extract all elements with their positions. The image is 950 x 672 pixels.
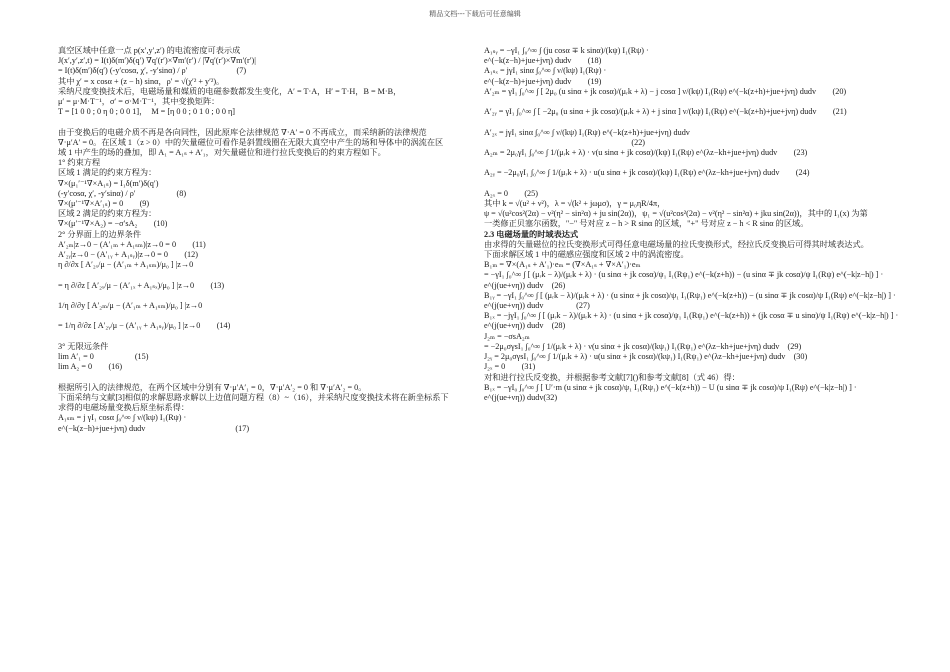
left-column: [58, 46, 466, 434]
right-text-line: B₁ₘ = ∇×(A₁ₛ + A′₁)·eₘ = (∇×A₁ₛ + ∇×A′₁)·eₘ: [484, 260, 641, 270]
right-text-line: e^(−k(z−h)+jue+jνη) dudv (19): [484, 76, 602, 86]
left-text-line: A′₂ᵧ|z→0 − (A′₁ᵧ + A₁ₛᵧ)|z→0 = 0 (12): [58, 250, 198, 260]
right-text-line: = −γI₁ ∫₀^∞ ∫ [ (μᵣk − λ)/(μᵣk + λ) · (u sinα + jk cosα)/ψ₁ I₁(Rψ₁) e^(−k(z+h)) − (u sinα ∓ jk cosα)/ψ I₁(Rψ) e^(−k|z−h|) ] ·: [484, 270, 884, 280]
right-text-line: A′₂ₘ = γI₁ ∫₀^∞ ∫ [ 2μ₀ (u sinα + jk cosα)/(μᵣk + λ) − j cosα ] ν/(kψ) I₁(Rψ) e^(−k(z+h)+jue+jνη) dudv (20): [484, 86, 847, 96]
right-text-line: = −2μ₀σγsI₁ ∫₀^∞ ∫ 1/(μᵣk + λ) · ν(u sinα + jk cosα)/(kψ₁) I₁(Rψ₁) e^(λz−kh+jue+jνη) dudv (29): [484, 341, 802, 351]
right-text-line: A₁ₛₓ = jγI₁ sinα ∫₀^∞ ∫ ν/(kψ) I₁(Rψ) ·: [484, 66, 607, 76]
left-text-line: = η ∂/∂z [ A′₂ₓ/μ − (A′₁ₓ + A₁ₛₓ)/μ₀ ] |z→0 (13): [58, 280, 225, 290]
left-text-line: (-y′cosα, χ′, -y′sinα) / ρ′ (8): [58, 188, 187, 198]
right-text-line: 其中 k = √(u² + ν²)，λ = √(k² + jωμσ)，γ = μ₀ηR/4π，: [484, 199, 666, 209]
left-text-line: 根据所引入的法律规范，在两个区域中分别有 ∇·μ′A′₁ = 0，∇·μ′A′₂ = 0 和 ∇·μ′A′₂ = 0。: [58, 382, 367, 392]
left-text-line: 由于变换后的电磁介质不再是各向同性，因此原库仑法律规范 ∇·A′ = 0 不再成立，而采纳新的法律规范: [58, 127, 427, 137]
right-text-line: A₁ₛᵧ = −γI₁ ∫₀^∞ ∫ (ju cosα ∓ k sinα)/(kψ) I₁(Rψ) ·: [484, 46, 649, 55]
left-text-line: μ′ = μ·M·T⁻¹，σ′ = σ·M·T⁻¹，其中变换矩阵：: [58, 97, 220, 107]
right-text-line: 对和进行拉氏反变换，并根据参考文献[7]()和参考文献[8]（式 46）得：: [484, 372, 740, 382]
left-text-line: 区域 1 满足的约束方程为：: [58, 168, 157, 178]
left-text-line: 2° 分界面上的边界条件: [58, 229, 142, 239]
right-text-line: ψ = √(u²cos²(2α) − ν²(η² − sin²α) + ju sin(2α))，ψ₁ = √(u²cos²(2α) − ν²(η² − sin²α) + jku sin(2α))，其中的 I₁(x) 为第: [484, 209, 868, 219]
left-text-line: [58, 270, 466, 280]
left-text-line: [58, 311, 466, 321]
right-text-line: 一类修正贝塞尔函数，"−" 号对应 z − h > R sinα 的区域，"+" 号对应 z − h < R sinα 的区域。: [484, 219, 809, 229]
left-text-line: e^(−k(z−h)+jue+jνη) dudv (17): [58, 423, 250, 433]
left-text-line: ∇×(μ′⁻¹∇×A′₁ₛ) = 0 (9): [58, 199, 150, 209]
right-text-line: B₁ᵧ = −γI₁ ∫₀^∞ ∫ [ (μᵣk − λ)/(μᵣk + λ) · (u sinα + jk cosα)/ψ₁ I₁(Rψ₁) e^(−k(z+h)) − (u sinα ∓ jk cosα)/ψ I₁(Rψ) e^(−k|z−h|) ] ·: [484, 290, 896, 300]
page-header: 精品文档---下载后可任意编辑: [429, 10, 521, 18]
left-text-line: 区域 2 满足的约束方程为：: [58, 209, 157, 219]
right-text-line: A₂ᵧ = −2μ₀γI₁ ∫₀^∞ ∫ 1/(μᵣk + λ) · u(u sinα + jk cosα)/(kψ) I₁(Rψ) e^(λz−kh+jue+jνη) dudv (24): [484, 168, 810, 178]
left-text-line: 下面采纳与文献[3]相似的求解思路求解以上边值问题方程（8）~（16），并采纳尺度变换技术将在新坐标系下: [58, 392, 449, 402]
left-text-line: A₁ₛₘ = j γI₁ cosα ∫₀^∞ ∫ ν/(kψ) I₁(Rψ) ·: [58, 413, 187, 423]
left-text-line: = I(t)δ(m′)δ(q′) (-y′cosα, χ′, -y′sinα) / ρ′ (7): [58, 66, 247, 76]
right-column: [484, 46, 904, 403]
right-text-line: (22): [484, 137, 646, 147]
right-text-line: J₂ₓ = 0 (31): [484, 362, 536, 372]
right-text-line: A₂ₘ = 2μ₀γI₁ ∫₀^∞ ∫ 1/(μᵣk + λ) · ν(u sinα + jk cosα)/(kψ) I₁(Rψ) e^(λz−kh+jue+jνη) dudv (23): [484, 148, 808, 158]
left-text-line: ∇·μ′A′ = 0。在区域 1（z > 0）中的矢量磁位可看作是斜置线圈在无限大真空中产生的场和导体中的涡流在区: [58, 137, 444, 147]
left-text-line: lim A′₁ = 0 (15): [58, 352, 149, 362]
right-text-line: 下面求解区域 1 中的磁感应强度和区域 2 中的涡流密度。: [484, 250, 689, 260]
left-text-line: 1° 约束方程: [58, 158, 101, 168]
right-text-line: A′₂ᵧ = γI₁ ∫₀^∞ ∫ [ −2μ₀ (u sinα + jk cosα)/(μᵣk + λ) + j sinα ] ν/(kψ) I₁(Rψ) e^(−k(z+h)+jue+jνη) dudv (21): [484, 107, 847, 117]
left-text-line: J(x′,y′,z′,t) = I(t)δ(m′)δ(q′) ∇q′(r′)×∇m′(r′) / |∇q′(r′)×∇m′(r′)|: [58, 56, 256, 66]
right-text-line: A₂ₓ = 0 (25): [484, 188, 538, 198]
right-text-line: e^(−k(z−h)+jue+jνη) dudv (18): [484, 56, 602, 66]
right-text-line: B₁ₓ = −γI₀ ∫₀^∞ ∫ [ U′·m (u sinα + jk cosα)/ψ₁ I₁(Rψ₁) e^(−k(z+h)) − U (u sinα ∓ jk cosα)/ψ I₁(Rψ) e^(−k|z−h|) ] ·: [484, 382, 857, 392]
left-text-line: [58, 291, 466, 301]
left-text-line: A′₂ₘ|z→0 − (A′₁ₘ + A₁ₛₘ)|z→0 = 0 (11): [58, 239, 206, 249]
right-text-line: 由求得的矢量磁位的拉氏变换形式可得任意电磁场量的拉氏变换形式，经拉氏反变换后可得其时域表达式。: [484, 239, 869, 249]
right-text-line: B₁ₓ = −jγI₁ ∫₀^∞ ∫ [ (μᵣk − λ)/(μᵣk + λ) · (u sinα + jk cosα)/ψ₁ I₁(Rψ₁) e^(−k(z+h)) + (jk cosα ∓ u sinα)/ψ I₁(Rψ) e^(−k|z−h|) ] ·: [484, 311, 899, 321]
right-text-line: e^(j(ue+νη)) dudv (28): [484, 321, 566, 331]
right-text-line: A′₂ₓ = jγI₁ sinα ∫₀^∞ ∫ ν/(kψ) I₁(Rψ) e^(−k(z+h)+jue+jνη) dudv: [484, 127, 690, 137]
left-text-line: 其中 χ′ = x cosα + (z − h) sinα，ρ′ = √(χ′² + y′²)。: [58, 76, 225, 86]
left-text-line: η ∂/∂x [ A′₂ₓ/μ − (A′₁ₘ + A₁ₛₘ)/μ₀ ] |z→0: [58, 260, 194, 270]
left-text-line: ∇×(μ′⁻¹∇×A₂) = −σ′sA₂ (10): [58, 219, 168, 229]
right-text-line: e^(j(ue+νη)) dudv (26): [484, 280, 566, 290]
left-text-line: 采纳尺度变换技术后，电磁场量和媒质的电磁参数都发生变化，A′ = T·A，H′ = T·H，B = M·B，: [58, 86, 402, 96]
right-text-line: [484, 117, 904, 127]
left-text-line: ∇×(μ₁′⁻¹∇×A₁ₛ) = I₁δ(m′)δ(q′): [58, 178, 159, 188]
left-text-line: 3° 无限远条件: [58, 341, 109, 351]
right-text-line: e^(j(ue+νη)) dudv (27): [484, 301, 590, 311]
left-text-line: [58, 373, 466, 383]
left-text-line: [58, 332, 466, 342]
left-text-line: 真空区域中任意一点 p(x′,y′,z′) 的电流密度可表示成: [58, 46, 241, 55]
left-text-line: 求得的电磁场量变换后原坐标系得：: [58, 403, 190, 413]
left-text-line: 域 1 中产生的场的叠加，即 A₁ = A₁ₛ + A′₁，对矢量磁位和进行拉氏变换后的约束方程如下。: [58, 148, 386, 158]
right-text-line: [484, 179, 904, 189]
right-text-line: J₂ₘ = −σsA₂ₘ: [484, 331, 530, 341]
left-text-line: = 1/η ∂/∂z [ A′₂ᵧ/μ − (A′₁ᵧ + A₁ₛᵧ)/μ₀ ] |z→0 (14): [58, 321, 231, 331]
right-text-line: e^(j(ue+νη)) dudv(32): [484, 392, 558, 402]
right-text-line: [484, 158, 904, 168]
left-text-line: lim A₂ = 0 (16): [58, 362, 123, 372]
left-text-line: [58, 117, 466, 127]
left-text-line: T = [1 0 0 ; 0 η 0 ; 0 0 1]， M = [η 0 0 ; 0 1 0 ; 0 0 η]: [58, 107, 236, 117]
right-text-line: 2.3 电磁场量的时域表达式: [484, 229, 579, 239]
left-text-line: 1/η ∂/∂y [ A′₂ₘ/μ − (A′₁ₘ + A₁ₛₘ)/μ₀ ] |z→0: [58, 301, 203, 311]
right-text-line: [484, 97, 904, 107]
right-text-line: J₂ᵧ = 2μ₀σγsI₁ ∫₀^∞ ∫ 1/(μᵣk + λ) · u(u sinα + jk cosα)/(kψ₁) I₁(Rψ₁) e^(λz−kh+jue+jνη) dudv (30): [484, 352, 808, 362]
